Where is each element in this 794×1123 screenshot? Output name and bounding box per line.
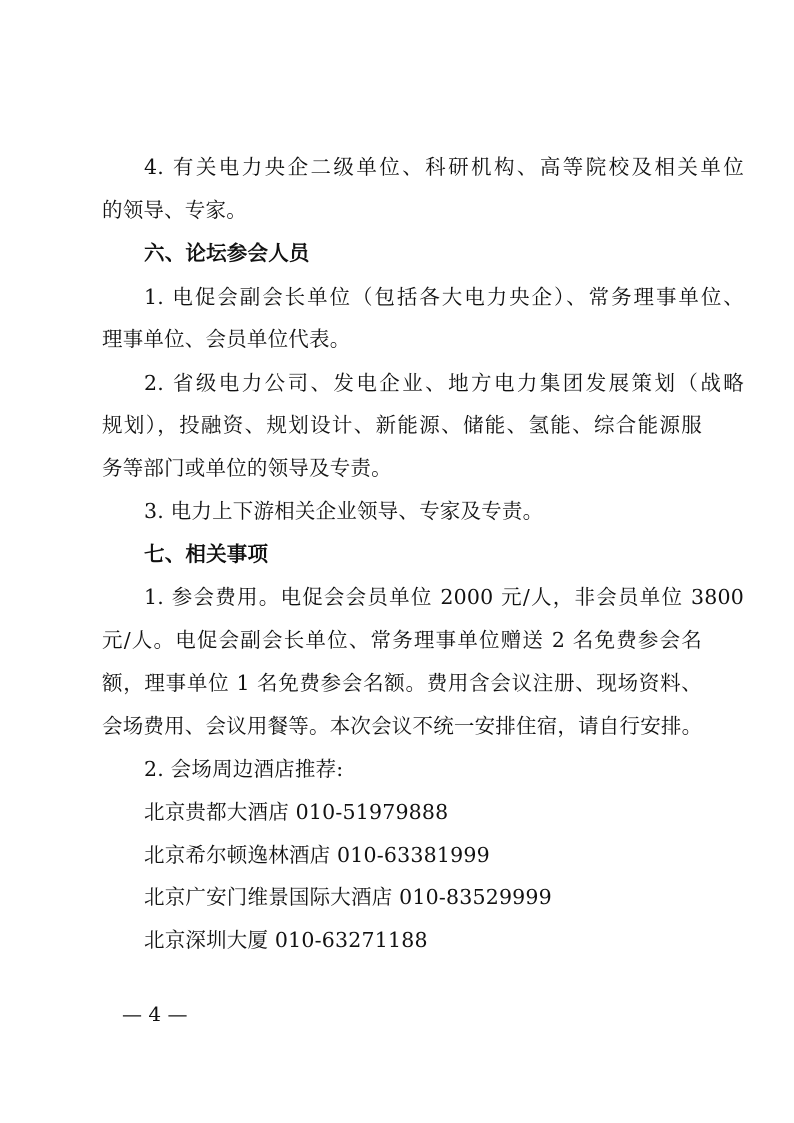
hotel-item: 北京贵都大酒店 010-51979888 [144, 800, 449, 824]
section-heading: 六、论坛参会人员 [144, 241, 310, 265]
paragraph-line: 理事单位、会员单位代表。 [102, 327, 351, 351]
section-heading: 七、相关事项 [144, 542, 269, 566]
hotel-item: 北京深圳大厦 010-63271188 [144, 928, 428, 952]
paragraph-line: 2. 会场周边酒店推荐: [144, 757, 344, 781]
paragraph-line: 1. 参会费用。电促会会员单位 2000 元/人，非会员单位 3800 [144, 585, 744, 609]
hotel-item: 北京广安门维景国际大酒店 010-83529999 [144, 885, 552, 909]
paragraph-line: 会场费用、会议用餐等。本次会议不统一安排住宿，请自行安排。 [102, 714, 703, 738]
paragraph-line: 元/人。电促会副会长单位、常务理事单位赠送 2 名免费参会名 [102, 628, 702, 652]
paragraph-line: 2. 省级电力公司、发电企业、地方电力集团发展策划（战略 [144, 371, 744, 395]
paragraph-line: 务等部门或单位的领导及专责。 [102, 456, 392, 480]
paragraph-line: 3. 电力上下游相关企业领导、专家及专责。 [144, 499, 544, 523]
paragraph-line: 4. 有关电力央企二级单位、科研机构、高等院校及相关单位 [144, 155, 744, 179]
hotel-item: 北京希尔顿逸林酒店 010-63381999 [144, 843, 490, 867]
paragraph-line: 1. 电促会副会长单位（包括各大电力央企）、常务理事单位、 [144, 285, 744, 309]
paragraph-line: 规划），投融资、规划设计、新能源、储能、氢能、综合能源服 [102, 413, 702, 437]
paragraph-line: 的领导、专家。 [102, 198, 247, 222]
page-number: — 4 — [122, 1002, 188, 1026]
paragraph-line: 额，理事单位 1 名免费参会名额。费用含会议注册、现场资料、 [102, 671, 702, 695]
